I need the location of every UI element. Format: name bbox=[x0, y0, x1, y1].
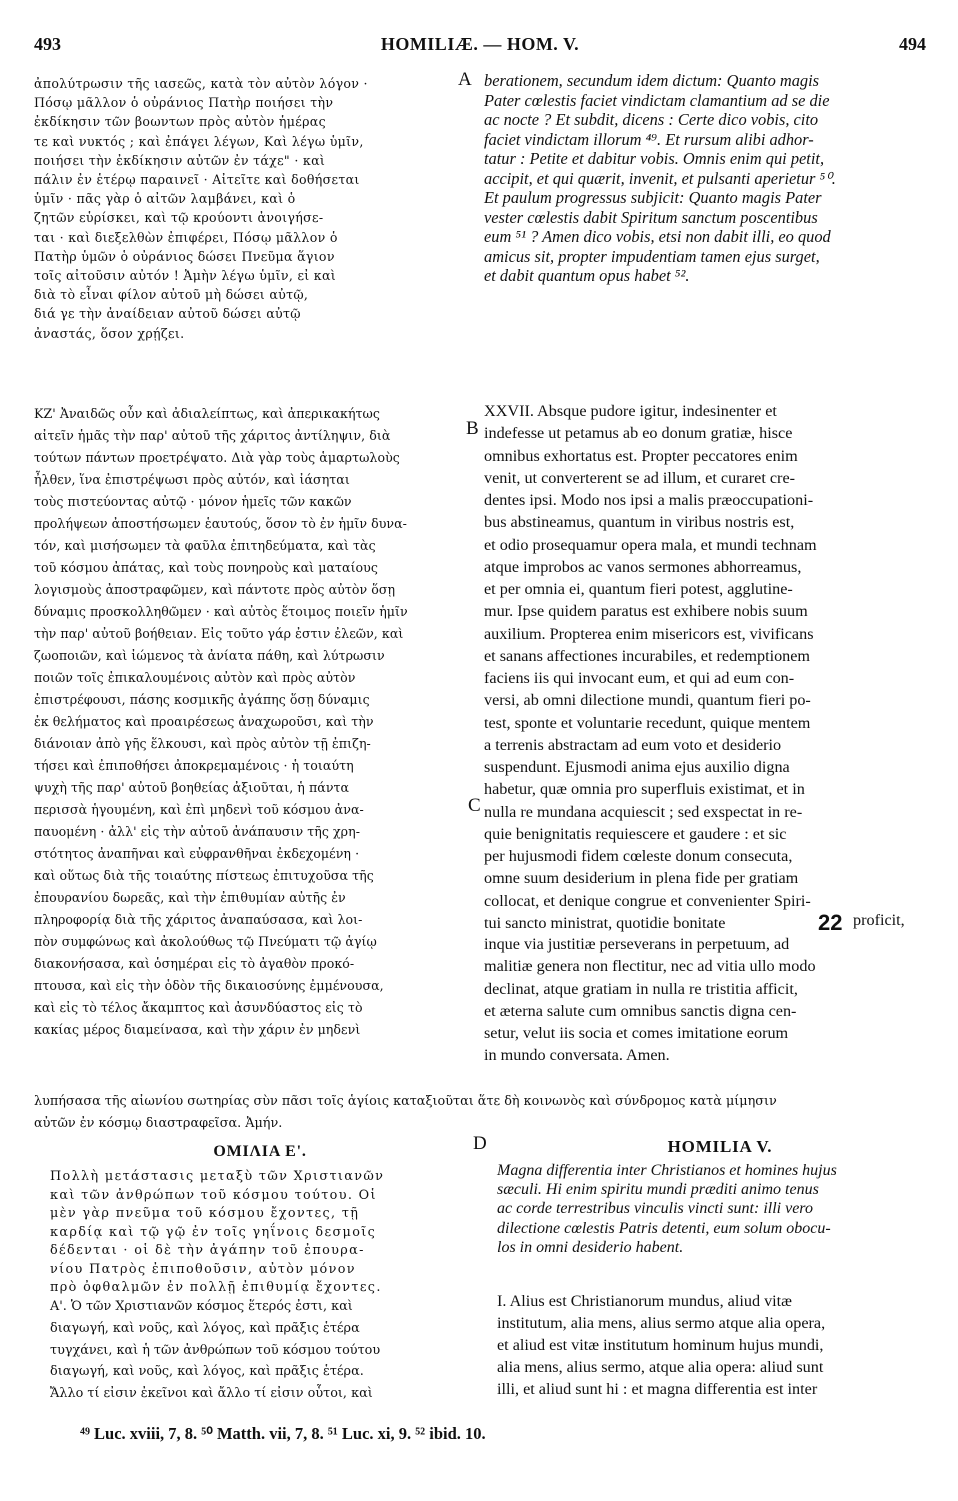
homily-title-latin: HOMILIA V. bbox=[667, 1137, 773, 1156]
greek-summary: Πολλὴ μετάστασις μεταξὺ τῶν Χριστιανῶν καὶ τῶν ἀνθρώπων τοῦ κόσμου τούτου. Οἱ μὲν γὰρ πνεῦμα τοῦ κόσμου ἔχοντες, τῇ καρδίᾳ καὶ τῷ γῷ ἐν τοῖς γηΐνοις δεσμοῖς δέδενται · οἱ δὲ τὴν ἀγάπην τοῦ ἐπουρα- νίου Πατρὸς ἐπιποθοῦσιν, αὐτὸν μόνον πρὸ ὀφθαλμῶν ἐν πολλῇ ἐπιθυμίᾳ ἔχοντες. bbox=[50, 1169, 385, 1295]
greek-text-fullwidth: λυπήσασα τῆς αἰωνίου σωτηρίας σὺν πᾶσι τοῖς ἁγίοις καταξιοῦται ἅτε δὴ κοινωνὸς καὶ σύνδρομος κατὰ μίμησιν αὐτῶν ἐν κόσμῳ διαστραφεῖσα. Ἀμήν. bbox=[34, 1094, 777, 1131]
page-number-right: 494 bbox=[899, 34, 926, 54]
footnotes: ⁴⁹ Luc. xviii, 7, 8. ⁵⁰ Matth. vii, 7, 8. ⁵¹ Luc. xi, 9. ⁵² ibid. 10. bbox=[80, 1424, 486, 1443]
running-title: HOMILIÆ. — HOM. V. bbox=[380, 34, 580, 54]
page-number-left: 493 bbox=[34, 34, 61, 54]
section-number: 22 bbox=[818, 910, 843, 935]
margin-marker-d: D bbox=[473, 1133, 487, 1154]
greek-text-middle: ΚΖ' Ἀναιδῶς οὖν καὶ ἀδιαλείπτως, καὶ ἀπερικακήτως αἰτεῖν ἡμᾶς τὴν παρ' αὐτοῦ τῆς χάριτος ἀντίληψιν, διὰ τούτων πάντων προετρέψατο. Διὰ γὰρ τοὺς ἁμαρτωλοὺς ἦλθεν, ἵνα ἐπιστρέψωσι πρὸς αὐτόν, καὶ ἰάσηται τοὺς πιστεύοντας αὐτῷ · μόνον ἡμεῖς τῶν κακῶν προλήψεων ἀποστήσωμεν ἑαυτούς, ὅσον τὸ ἐν ἡμῖν δυνα- τόν, καὶ μισήσωμεν τὰ φαῦλα ἐπιτηδεύματα, καὶ τὰς τοῦ κόσμου ἀπάτας, καὶ τοὺς πονηροὺς καὶ ματαίους λογισμοὺς ἀποστραφῶμεν, καὶ πάντοτε πρὸς αὐτὸν ὅσῃ δύναμις προσκολληθῶμεν · καὶ αὐτὸς ἕτοιμος ποιεῖν ἡμῖν τὴν παρ' αὐτοῦ βοήθειαν. Εἰς τοῦτο γάρ ἐστιν ἐλεῶν, καὶ ζωοποιῶν, καὶ ἰώμενος τὰ ἀνίατα πάθη, καὶ λύτρωσιν ποιῶν τοῖς ἐπικαλουμένοις αὐτὸν καὶ πρὸς αὐτὸν ἐπιστρέφουσι, πάσης κοσμικῆς ἀγάπης ὅσῃ δύναμις ἐκ θελήματος καὶ προαιρέσεως ἀναχωροῦσι, καὶ τὴν διάνοιαν ἀπὸ γῆς ἕλκουσι, καὶ πρὸς αὐτὸν τῇ ἐπιζη- τήσει καὶ ἐπιποθήσει ἀποκρεμαμένοις · ἡ τοιαύτη ψυχὴ τῆς παρ' αὐτοῦ βοηθείας ἀξιοῦται, ἡ πάντα περισσὰ ἡγουμένη, καὶ ἐπὶ μηδενὶ τοῦ κόσμου ἀνα- παυομένη · ἀλλ' εἰς τὴν αὐτοῦ ἀνάπαυσιν τῆς χρη- στότητος ἀναπῆναι καὶ εὐφρανθῆναι ἐκδεχομένη · καὶ οὕτως διὰ τῆς τοιαύτης πίστεως ἐπιτυχοῦσα τῆς ἐπουρανίου δωρεᾶς, καὶ τὴν ἐπιθυμίαν αὐτῆς ἐν πληροφορίᾳ διὰ τῆς χάριτος ἀναπαύσασα, καὶ λοι- πὸν συμφώνως καὶ ἀκολούθως τῷ Πνεύματι τῷ ἁγίῳ διακονήσασα, καὶ ὁσημέραι εἰς τὸ ἀγαθὸν προκό- πτουσα, καὶ εἰς τὴν ὁδὸν τῆς δικαιοσύνης ἐμμένουσα, καὶ εἰς τὸ τέλος ἄκαμπτος καὶ ἀσυνδύαστος εἰς τὸ κακίας μέρος διαμείνασα, καὶ τὴν χάριν ἐν μηδενὶ bbox=[34, 406, 408, 1037]
latin-proficit: proficit, bbox=[853, 911, 905, 929]
latin-text-bottom: I. Alius est Christianorum mundus, aliud vitæ institutum, alia mens, alius sermo atque alia opera, et aliud est vitæ institutum hominum hujus mundi, alia mens, alius sermo, atque alia opera: aliud sunt illi, et aliud sunt hi : et magna differentia est inter bbox=[497, 1292, 826, 1398]
margin-marker-c: C bbox=[468, 795, 481, 816]
latin-text-middle-a: XXVII. Absque pudore igitur, indesinenter et indefesse ut petamus ab eo donum gratiæ, hisce omnibus exhortatus est. Propter peccatores enim venit, ut converterent se ad illum, et curaret cre- dentes ipsi. Modo nos ipsi a malis præoccupationi- bus abstineamus, quantum in viribus nostris est, et odio prosequamur opera mala, et mundi technam atque improbos ac vanos sermones abhorreamus, et per omnia ei, quantum fieri potest, agglutine- mur. Ipse quidem paratus est exhibere nobis suum auxilium. Propterea enim misericors est, vivificans et sanans affectiones incurabiles, et redemptionem faciens iis qui invocant eum, et qui ad eum con- versi, ab omni dilectione mundi, quantum fieri po- test, sponte et voluntarie recedunt, quique mentem a terrenis abstractam ad eum voto et desiderio suspendunt. Ejusmodi anima ejus auxilio digna habetur, quæ omnia pro superfluis existimat, et in nulla re mundana acquiescit ; sed exspectat in re- quie benignitatis requiescere et gaudere : et sic per hujusmodi fidem cœleste donum consecuta, omne suum desiderium in plena fide per gratiam collocat, et denique congrue et convenienter Spiri- tui sancto ministrat, quotidie bonitate bbox=[484, 402, 817, 932]
greek-text-top: ἀπολύτρωσιν τῆς ιασεῶς, κατὰ τὸν αὐτὸν λόγον · Πόσῳ μᾶλλον ὁ οὐράνιος Πατὴρ ποιήσει τὴν ἐκδίκησιν τῶν βοωντων πρὸς αὐτὸν ἡμέρας τε καὶ νυκτός ; καὶ ἐπάγει λέγων, Καὶ λέγω ὑμῖν, ποιήσει τὴν ἐκδίκησιν αὐτῶν ἐν τάχε" · καὶ πάλιν ἐν ἑτέρῳ παραινεῖ · Αἰτεῖτε καὶ δοθήσεται ὑμῖν · πᾶς γὰρ ὁ αἰτῶν λαμβάνει, καὶ ὁ ζητῶν εὑρίσκει, καὶ τῷ κρούοντι ἀνοιγήσε- ται · καὶ διεξελθὼν ἐπιφέρει, Πόσῳ μᾶλλον ὁ Πατὴρ ὑμῶν ὁ οὐράνιος δώσει Πνεῦμα ἅγιον τοῖς αἰτοῦσιν αὐτόν ! Ἀμὴν λέγω ὑμῖν, εἰ καὶ διὰ τὸ εἶναι φίλον αὐτοῦ μὴ δώσει αὐτῷ, διά γε τὴν ἀναίδειαν αὐτοῦ δώσει αὐτῷ ἀναστάς, ὅσον χρῄζει. bbox=[34, 76, 368, 341]
latin-summary: Magna differentia inter Christianos et homines hujus sæculi. Hi enim spiritu mundi præditi animo tenus ac corde terrestribus vinculis vincti sunt: illi vero dilectione cœlestis Patris detenti, eum solum obocu- los in omni desiderio habent. bbox=[497, 1162, 837, 1256]
homily-title-greek: ΟΜΙΛΙΑ Ε'. bbox=[213, 1143, 307, 1160]
margin-marker-b: B bbox=[466, 418, 479, 439]
latin-text-middle-b: inque via justitiæ perseverans in perpetuum, ad malitiæ genera non flectitur, nec ad vitia ullo modo declinat, atque gratiam in nulla re tristitia afficit, et æterna salute cum omnibus sanctis digna cen- setur, velut iis socia et comes imitatione eorum in mundo conversata. Amen. bbox=[484, 935, 816, 1065]
page-header bbox=[34, 34, 926, 60]
latin-text-top: berationem, secundum idem dictum: Quanto magis Pater cœlestis faciet vindictam clamantium ad se die ac nocte ? Et subdit, dicens : Certe dico vobis, cito faciet vindictam illorum ⁴⁹. Et rursum alibi adhor- tatur : Petite et dabitur vobis. Omnis enim qui petit, accipit, et qui quærit, invenit, et pulsanti aperietur ⁵⁰. Et paulum progressus subjicit: Quanto magis Pater vester cœlestis dabit Spiritum sanctum poscentibus eum ⁵¹ ? Amen dico vobis, etsi non dabit illi, eo quod amicus sit, propter impudentiam tamen ejus surget, et dabit quantum opus habet ⁵². bbox=[484, 71, 836, 285]
margin-marker-a: A bbox=[458, 69, 472, 90]
greek-text-bottom: Α'. Ὁ τῶν Χριστιανῶν κόσμος ἕτερός ἐστι, καὶ διαγωγή, καὶ νοῦς, καὶ λόγος, καὶ πρᾶξις ἑτέρα τυγχάνει, καὶ ἡ τῶν ἀνθρώπων τοῦ κόσμου τούτου διαγωγή, καὶ νοῦς, καὶ λόγος, καὶ πρᾶξις ἑτέρα. Ἄλλο τί εἰσιν ἐκεῖνοι καὶ ἄλλο τί εἰσιν οὗτοι, καὶ bbox=[50, 1299, 381, 1402]
